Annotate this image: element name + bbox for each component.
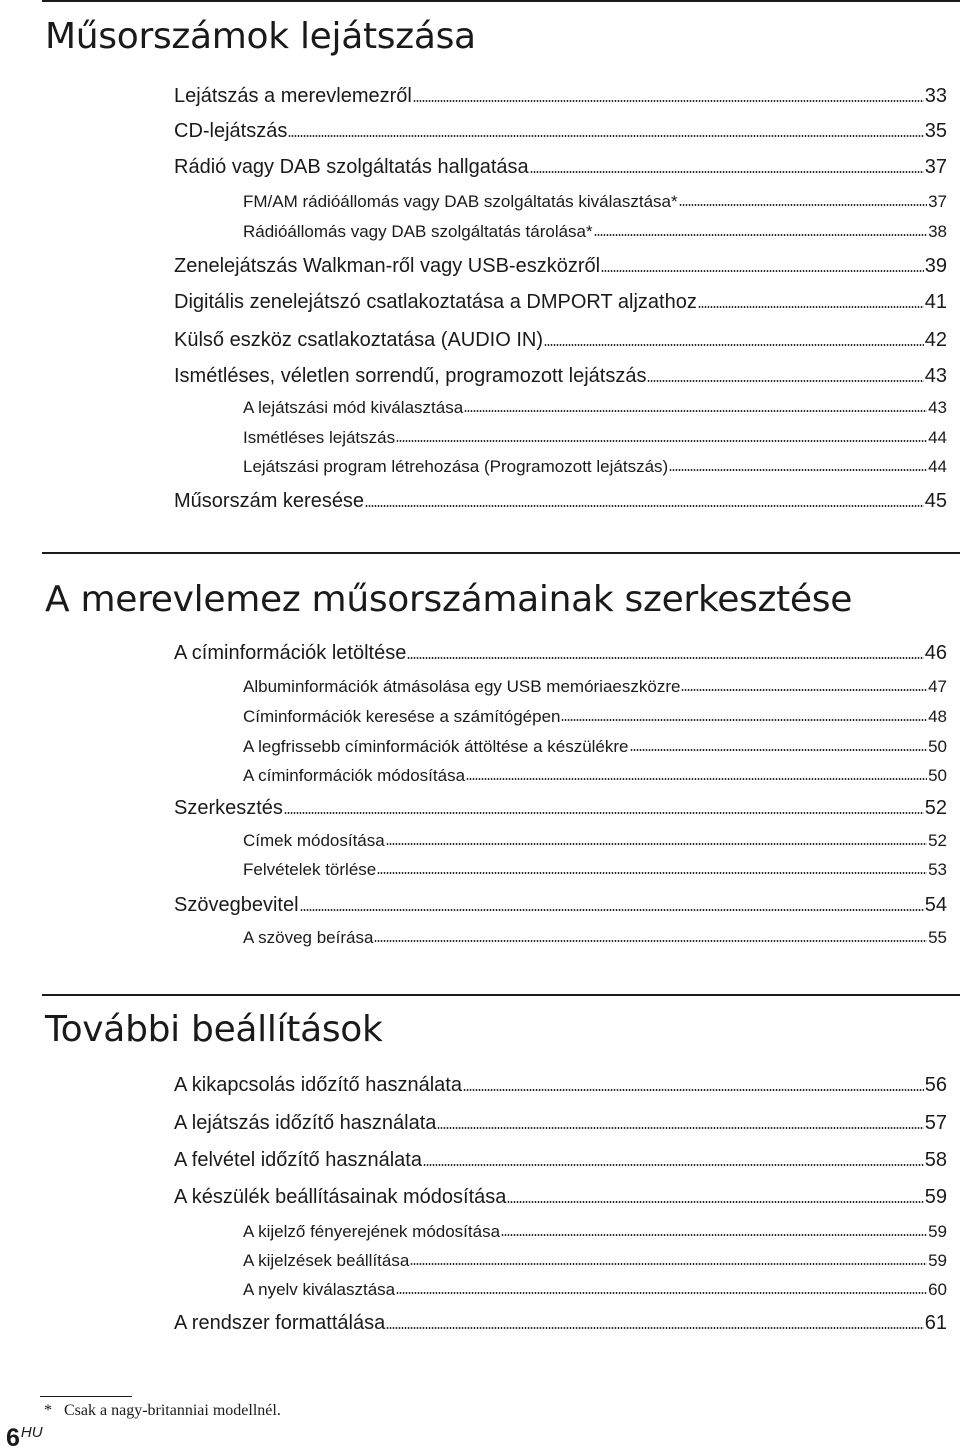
toc-entry-title: CD-lejátszás xyxy=(174,120,288,142)
toc-entry xyxy=(243,767,947,784)
toc-entry-title: A kijelző fényerejének módosítása xyxy=(243,1222,501,1241)
dot-leader xyxy=(601,270,924,272)
toc-entry xyxy=(174,86,947,106)
toc-entry-title: Digitális zenelejátszó csatlakoztatása a DMPORT aljzathoz xyxy=(174,291,697,313)
toc-entry xyxy=(174,157,947,177)
toc-entry-page: 59 xyxy=(928,1222,947,1241)
toc-entry-page: 60 xyxy=(928,1280,947,1299)
toc-entry-page: 43 xyxy=(924,365,947,387)
toc-entry-title: A legfrissebb címinformációk áttöltése a készülékre xyxy=(243,737,629,756)
dot-leader xyxy=(386,843,927,845)
toc-entry-page: 38 xyxy=(928,222,947,241)
dot-leader xyxy=(669,469,927,471)
dot-leader xyxy=(463,1089,924,1091)
dot-leader xyxy=(698,306,924,308)
toc-entry-page: 42 xyxy=(924,329,947,351)
section-rule-2 xyxy=(42,552,960,554)
toc-entry-title: Címek módosítása xyxy=(243,831,385,850)
toc-entry xyxy=(243,223,947,240)
dot-leader xyxy=(300,909,924,911)
toc-entry-title: A lejátszási mód kiválasztása xyxy=(243,398,464,417)
toc-entry-page: 44 xyxy=(928,457,947,476)
dot-leader xyxy=(365,505,924,507)
toc-entry-page: 39 xyxy=(924,255,947,277)
toc-entry-title: A nyelv kiválasztása xyxy=(243,1280,396,1299)
toc-entry-page: 54 xyxy=(924,894,947,916)
toc-entry xyxy=(243,678,947,695)
dot-leader xyxy=(594,234,927,236)
toc-entry-page: 57 xyxy=(924,1112,947,1134)
toc-entry-page: 53 xyxy=(928,860,947,879)
toc-entry xyxy=(243,738,947,755)
dot-leader xyxy=(464,410,927,412)
dot-leader xyxy=(437,1127,923,1129)
toc-entry xyxy=(174,1187,947,1207)
toc-entry xyxy=(174,121,947,141)
toc-entry-page: 37 xyxy=(924,156,947,178)
toc-entry xyxy=(243,458,947,475)
toc-entry-page: 33 xyxy=(924,85,947,107)
dot-leader xyxy=(501,1234,927,1236)
toc-entry-title: A kikapcsolás időzítő használata xyxy=(174,1074,462,1096)
toc-entry-page: 37 xyxy=(928,192,947,211)
footnote-mark: * xyxy=(44,1402,52,1419)
toc-entry xyxy=(243,193,947,210)
toc-entry-page: 41 xyxy=(924,291,947,313)
toc-entry xyxy=(174,1113,947,1133)
page-number xyxy=(6,1426,43,1451)
toc-entry-title: Ismétléses lejátszás xyxy=(243,428,396,447)
dot-leader xyxy=(410,1263,927,1265)
toc-entry xyxy=(243,399,947,416)
dot-leader xyxy=(544,344,924,346)
dot-leader xyxy=(647,380,923,382)
toc-entry xyxy=(243,1252,947,1269)
toc-entry xyxy=(174,256,947,276)
toc-entry-title: A szöveg beírása xyxy=(243,928,374,947)
toc-entry xyxy=(174,292,947,312)
toc-entry-page: 45 xyxy=(924,490,947,512)
dot-leader xyxy=(288,135,923,137)
page-number-value: 6 xyxy=(6,1424,20,1452)
toc-entry-title: Lejátszási program létrehozása (Programozott lejátszás) xyxy=(243,457,669,476)
toc-entry xyxy=(174,1313,947,1333)
dot-leader xyxy=(530,171,924,173)
dot-leader xyxy=(377,872,927,874)
toc-entry xyxy=(174,491,947,511)
toc-entry-page: 43 xyxy=(928,398,947,417)
footnote-text: Csak a nagy-britanniai modellnél. xyxy=(64,1402,281,1419)
toc-entry xyxy=(243,929,947,946)
dot-leader xyxy=(407,657,923,659)
toc-entry-title: A címinformációk módosítása xyxy=(243,766,466,785)
section-title-2: A merevlemez műsorszámainak szerkesztése xyxy=(45,579,853,620)
toc-entry xyxy=(174,330,947,350)
toc-entry-title: Felvételek törlése xyxy=(243,860,377,879)
dot-leader xyxy=(374,940,927,942)
dot-leader xyxy=(561,719,927,721)
toc-entry-page: 59 xyxy=(924,1186,947,1208)
toc-entry-page: 61 xyxy=(924,1312,947,1334)
toc-entry-page: 52 xyxy=(924,797,947,819)
toc-entry-title: Lejátszás a merevlemezről xyxy=(174,85,412,107)
toc-entry xyxy=(243,1281,947,1298)
dot-leader xyxy=(423,1164,924,1166)
section-rule-3 xyxy=(42,994,960,996)
toc-entry-title: Rádióállomás vagy DAB szolgáltatás tárolása* xyxy=(243,222,593,241)
toc-entry xyxy=(243,861,947,878)
dot-leader xyxy=(466,778,927,780)
toc-entry xyxy=(174,895,947,915)
toc-entry xyxy=(243,708,947,725)
toc-entry-page: 50 xyxy=(928,737,947,756)
toc-entry-page: 48 xyxy=(928,707,947,726)
dot-leader xyxy=(630,749,928,751)
toc-entry-title: Szerkesztés xyxy=(174,797,283,819)
toc-entry-title: A címinformációk letöltése xyxy=(174,642,407,664)
dot-leader xyxy=(679,204,927,206)
toc-entry-page: 55 xyxy=(928,928,947,947)
section-title-3: További beállítások xyxy=(45,1009,383,1050)
top-rule xyxy=(42,0,960,2)
toc-entry xyxy=(174,1150,947,1170)
toc-entry-title: Zenelejátszás Walkman-ről vagy USB-eszközről xyxy=(174,255,601,277)
toc-entry-title: FM/AM rádióállomás vagy DAB szolgáltatás kiválasztása* xyxy=(243,192,678,211)
toc-entry xyxy=(243,429,947,446)
section-title-1: Műsorszámok lejátszása xyxy=(45,16,476,57)
page-number-suffix: HU xyxy=(20,1424,43,1441)
toc-entry-page: 47 xyxy=(928,677,947,696)
toc-entry-page: 58 xyxy=(924,1149,947,1171)
toc-entry-title: Ismétléses, véletlen sorrendű, programozott lejátszás xyxy=(174,365,647,387)
dot-leader xyxy=(396,440,927,442)
toc-entry-title: Külső eszköz csatlakoztatása (AUDIO IN) xyxy=(174,329,544,351)
toc-entry-page: 56 xyxy=(924,1074,947,1096)
toc-entry xyxy=(243,832,947,849)
toc-entry-title: Címinformációk keresése a számítógépen xyxy=(243,707,561,726)
dot-leader xyxy=(386,1327,924,1329)
dot-leader xyxy=(284,812,924,814)
toc-entry-page: 59 xyxy=(928,1251,947,1270)
toc-entry-title: A kijelzések beállítása xyxy=(243,1251,410,1270)
dot-leader xyxy=(507,1201,923,1203)
toc-entry-page: 52 xyxy=(928,831,947,850)
toc-entry-title: Albuminformációk átmásolása egy USB memóriaeszközre xyxy=(243,677,681,696)
toc-entry xyxy=(174,1075,947,1095)
toc-entry-title: A rendszer formattálása xyxy=(174,1312,386,1334)
toc-entry-title: Műsorszám keresése xyxy=(174,490,365,512)
toc-entry-title: Rádió vagy DAB szolgáltatás hallgatása xyxy=(174,156,529,178)
toc-entry xyxy=(174,643,947,663)
toc-entry-page: 44 xyxy=(928,428,947,447)
toc-entry-title: A lejátszás időzítő használata xyxy=(174,1112,437,1134)
toc-entry-page: 35 xyxy=(924,120,947,142)
toc-entry-page: 50 xyxy=(928,766,947,785)
dot-leader xyxy=(413,100,924,102)
toc-entry-title: A felvétel időzítő használata xyxy=(174,1149,422,1171)
toc-entry-title: A készülék beállításainak módosítása xyxy=(174,1186,507,1208)
footnote xyxy=(44,1402,281,1420)
toc-entry-page: 46 xyxy=(924,642,947,664)
toc-entry xyxy=(243,1223,947,1240)
dot-leader xyxy=(681,689,927,691)
toc-entry xyxy=(174,366,947,386)
footnote-rule xyxy=(40,1396,132,1397)
toc-entry xyxy=(174,798,947,818)
dot-leader xyxy=(396,1292,927,1294)
toc-entry-title: Szövegbevitel xyxy=(174,894,299,916)
